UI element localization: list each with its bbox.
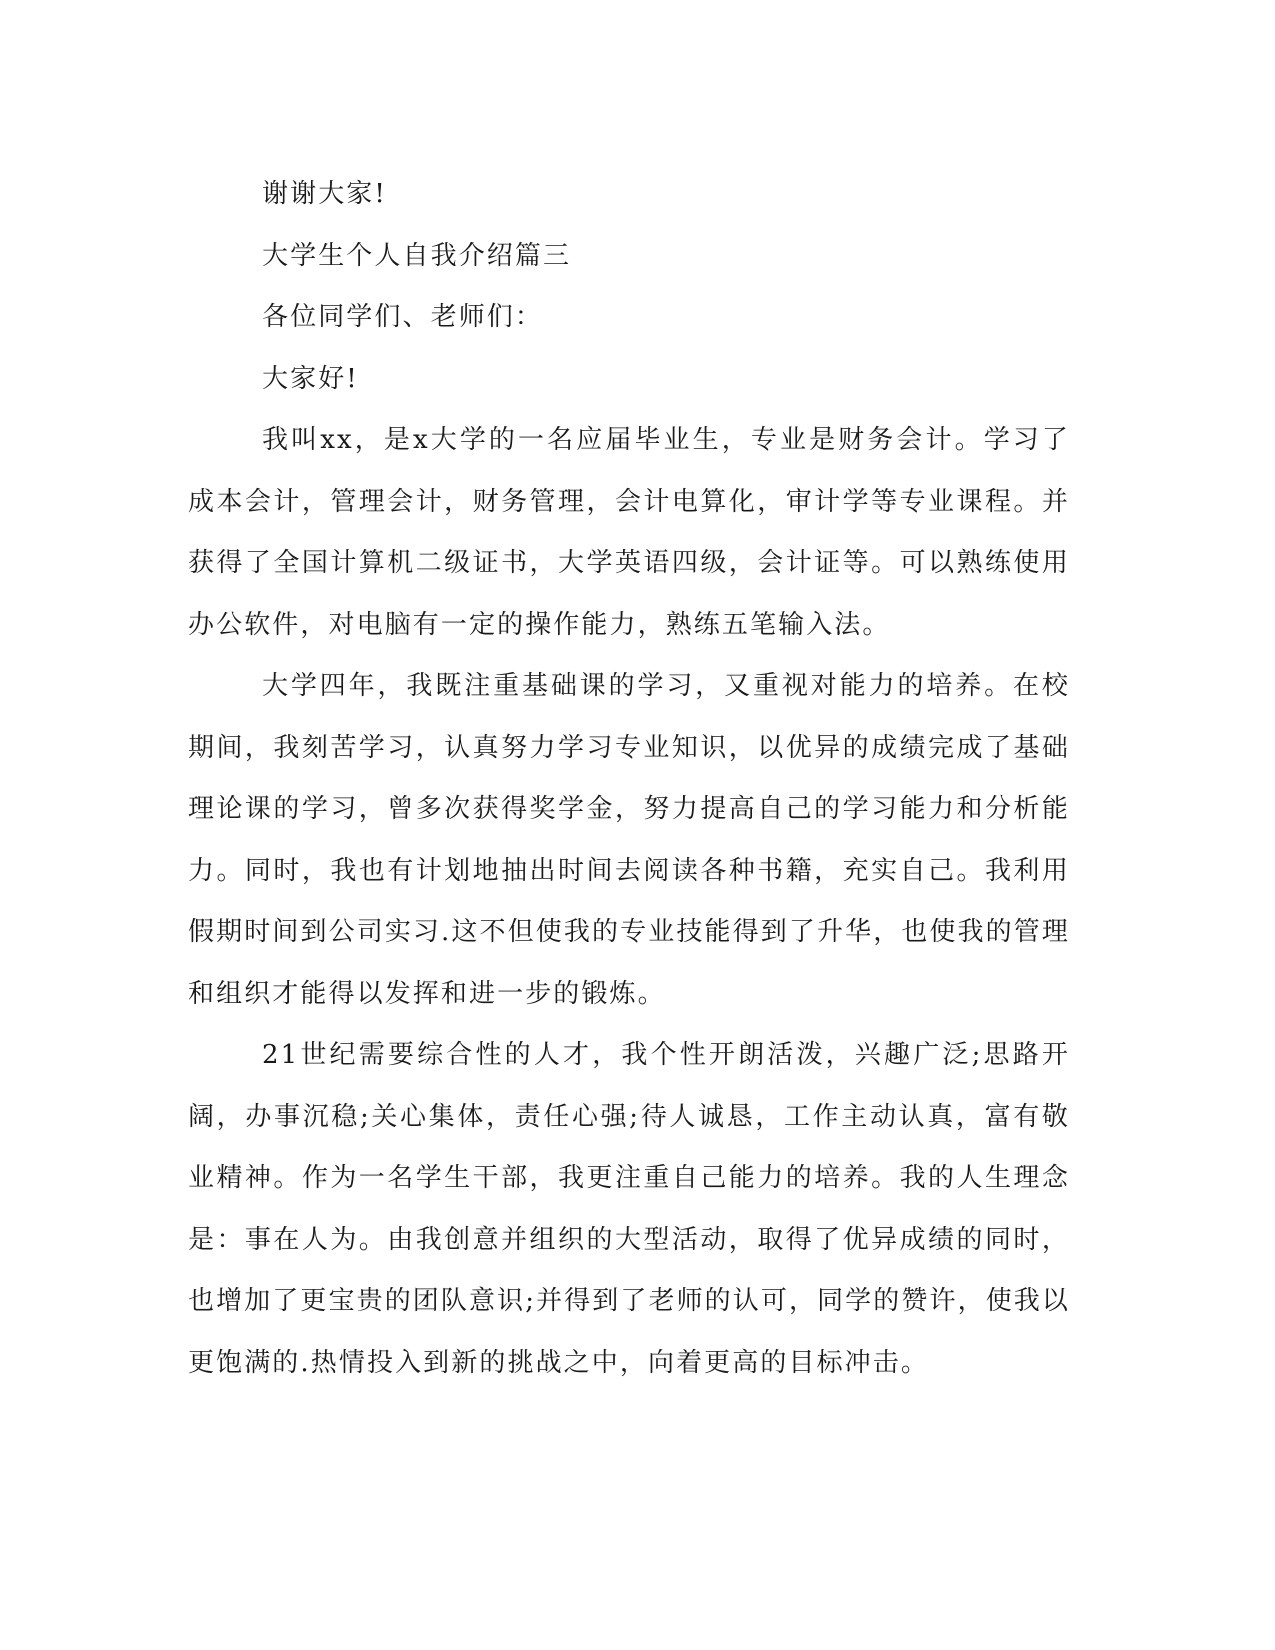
closing-thanks: 谢谢大家!: [262, 179, 387, 209]
document-body: [188, 164, 1070, 1394]
paragraph-personality: 21世纪需要综合性的人才，我个性开朗活泼，兴趣广泛;思路开阔，办事沉稳;关心集体，责任心强;待人诚恳，工作主动认真，富有敬业精神。作为一名学生干部，我更注重自己能力的培养。我的人生理念是：事在人为。由我创意并组织的大型活动，取得了优异成绩的同时，也增加了更宝贵的团队意识;并得到了老师的认可，同学的赞许，使我以更饱满的.热情投入到新的挑战之中，向着更高的目标冲击。: [188, 1040, 1070, 1378]
paragraph-intro: 我叫xx，是x大学的一名应届毕业生，专业是财务会计。学习了成本会计，管理会计，财务管理，会计电算化，审计学等专业课程。并获得了全国计算机二级证书，大学英语四级，会计证等。可以熟练使用办公软件，对电脑有一定的操作能力，熟练五笔输入法。: [188, 425, 1070, 640]
salutation: 各位同学们、老师们：: [262, 302, 544, 332]
section-title: 大学生个人自我介绍篇三: [262, 240, 572, 271]
paragraph-university-years: 大学四年，我既注重基础课的学习，又重视对能力的培养。在校期间，我刻苦学习，认真努力学习专业知识，以优异的成绩完成了基础理论课的学习，曾多次获得奖学金，努力提高自己的学习能力和分析能力。同时，我也有计划地抽出时间去阅读各种书籍，充实自己。我利用假期时间到公司实习.这不但使我的专业技能得到了升华，也使我的管理和组织才能得以发挥和进一步的锻炼。: [188, 671, 1070, 1009]
greeting: 大家好!: [262, 363, 359, 394]
